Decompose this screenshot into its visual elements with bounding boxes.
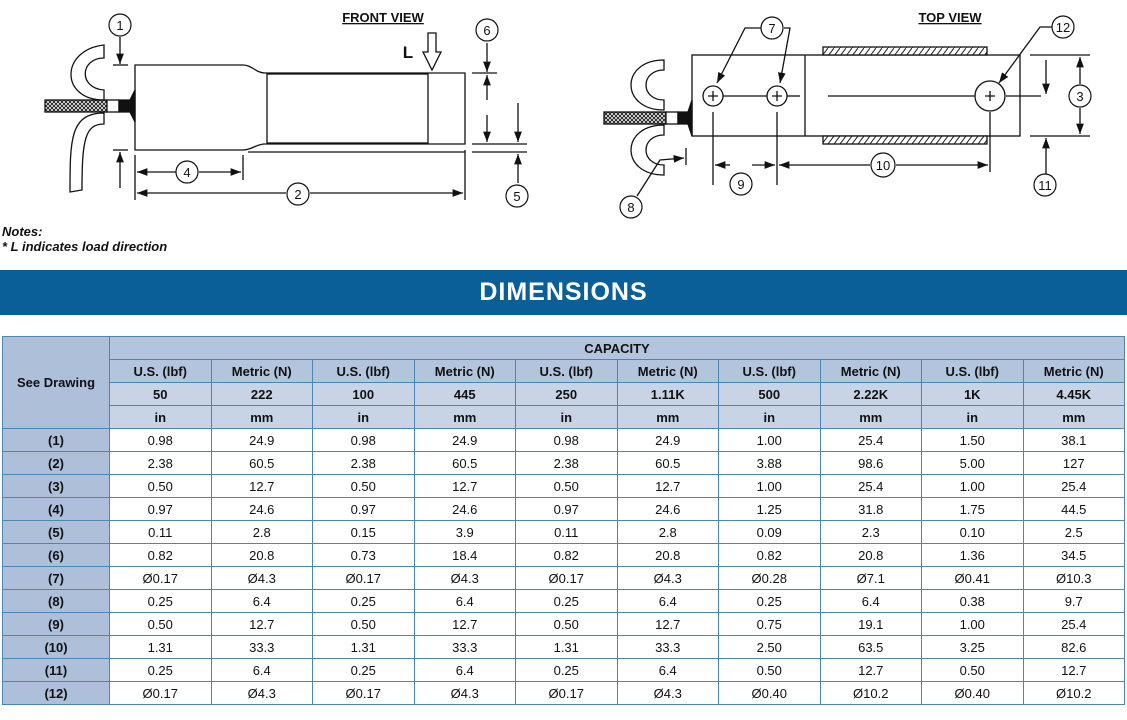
table-cell: 0.15 (313, 521, 415, 544)
table-cell: 2.38 (313, 452, 415, 475)
table-cell: 33.3 (211, 636, 313, 659)
table-row (3, 659, 1125, 682)
system-header: U.S. (lbf) (719, 360, 821, 383)
table-cell: 19.1 (820, 613, 922, 636)
table-cell: 0.50 (516, 613, 618, 636)
table-cell: 12.7 (617, 613, 719, 636)
callout-8: 8 (627, 200, 635, 215)
table-cell: 0.82 (516, 544, 618, 567)
table-cell: 2.8 (211, 521, 313, 544)
table-cell: 20.8 (617, 544, 719, 567)
table-cell: 2.38 (516, 452, 618, 475)
row-label: (6) (3, 544, 110, 567)
table-cell: 24.6 (211, 498, 313, 521)
table-cell: 60.5 (414, 452, 516, 475)
capacity-header: CAPACITY (110, 337, 1125, 360)
table-cell: 24.9 (617, 429, 719, 452)
table-cell: 38.1 (1023, 429, 1125, 452)
table-cell: 0.25 (516, 659, 618, 682)
system-header: Metric (N) (211, 360, 313, 383)
row-label: (5) (3, 521, 110, 544)
system-header: U.S. (lbf) (516, 360, 618, 383)
table-cell: 0.50 (313, 613, 415, 636)
unit-header: in (110, 406, 212, 429)
table-cell: Ø0.40 (719, 682, 821, 705)
system-header: U.S. (lbf) (922, 360, 1024, 383)
table-cell: 33.3 (414, 636, 516, 659)
table-row (3, 452, 1125, 475)
callout-11: 11 (1038, 178, 1052, 193)
callout-4: 4 (183, 165, 191, 180)
table-cell: 2.3 (820, 521, 922, 544)
notes (2, 224, 167, 254)
table-cell: 44.5 (1023, 498, 1125, 521)
table-cell: Ø7.1 (820, 567, 922, 590)
table-cell: Ø0.17 (313, 567, 415, 590)
table-cell: 24.6 (617, 498, 719, 521)
table-cell: 3.88 (719, 452, 821, 475)
table-cell: 2.5 (1023, 521, 1125, 544)
row-label: (12) (3, 682, 110, 705)
table-cell: 6.4 (211, 590, 313, 613)
header-row-group (3, 337, 1125, 360)
callout-2: 2 (294, 187, 302, 202)
table-cell: 98.6 (820, 452, 922, 475)
table-cell: 1.31 (313, 636, 415, 659)
table-cell: 6.4 (617, 659, 719, 682)
table-cell: Ø4.3 (211, 567, 313, 590)
table-cell: 127 (1023, 452, 1125, 475)
table-cell: 25.4 (820, 429, 922, 452)
table-cell: 2.50 (719, 636, 821, 659)
table-cell: 1.25 (719, 498, 821, 521)
capacity-value-header-row (3, 383, 1125, 406)
unit-header: in (313, 406, 415, 429)
table-row (3, 590, 1125, 613)
table-cell: 0.82 (110, 544, 212, 567)
table-cell: 2.8 (617, 521, 719, 544)
table-cell: 24.9 (414, 429, 516, 452)
unit-header: in (922, 406, 1024, 429)
table-cell: Ø0.41 (922, 567, 1024, 590)
callout-5: 5 (513, 189, 521, 204)
table-cell: 1.36 (922, 544, 1024, 567)
unit-header: mm (820, 406, 922, 429)
table-cell: 0.25 (110, 590, 212, 613)
capacity-value-header: 1.11K (617, 383, 719, 406)
table-cell: Ø0.17 (110, 567, 212, 590)
system-header: Metric (N) (1023, 360, 1125, 383)
table-cell: 3.25 (922, 636, 1024, 659)
row-label: (11) (3, 659, 110, 682)
table-cell: 0.11 (516, 521, 618, 544)
table-cell: 63.5 (820, 636, 922, 659)
capacity-value-header: 222 (211, 383, 313, 406)
table-cell: 0.25 (110, 659, 212, 682)
table-cell: 9.7 (1023, 590, 1125, 613)
callout-10: 10 (875, 158, 891, 173)
table-cell: Ø0.40 (922, 682, 1024, 705)
capacity-value-header: 4.45K (1023, 383, 1125, 406)
load-direction-label: L (402, 43, 414, 62)
table-cell: 82.6 (1023, 636, 1125, 659)
table-cell: 24.6 (414, 498, 516, 521)
table-cell: Ø10.3 (1023, 567, 1125, 590)
table-cell: Ø4.3 (617, 567, 719, 590)
table-cell: 0.50 (110, 475, 212, 498)
table-cell: 0.97 (313, 498, 415, 521)
table-row (3, 429, 1125, 452)
table-row (3, 544, 1125, 567)
table-cell: 12.7 (211, 613, 313, 636)
table-cell: 0.50 (922, 659, 1024, 682)
table-cell: 1.31 (110, 636, 212, 659)
unit-header: in (516, 406, 618, 429)
callout-1: 1 (116, 18, 124, 33)
table-cell: 6.4 (211, 659, 313, 682)
front-view (45, 33, 527, 200)
table-cell: 12.7 (617, 475, 719, 498)
table-cell: 12.7 (414, 613, 516, 636)
table-cell: 0.50 (516, 475, 618, 498)
table-cell: Ø4.3 (414, 567, 516, 590)
table-cell: 25.4 (820, 475, 922, 498)
dimensions-banner (0, 270, 1127, 315)
capacity-value-header: 100 (313, 383, 415, 406)
table-cell: 0.11 (110, 521, 212, 544)
table-cell: 0.82 (719, 544, 821, 567)
table-row (3, 521, 1125, 544)
table-cell: 0.97 (516, 498, 618, 521)
unit-header: mm (211, 406, 313, 429)
table-cell: 6.4 (414, 590, 516, 613)
row-label: (1) (3, 429, 110, 452)
system-header: U.S. (lbf) (313, 360, 415, 383)
table-cell: 0.10 (922, 521, 1024, 544)
table-cell: 24.9 (211, 429, 313, 452)
system-header-row (3, 360, 1125, 383)
unit-header: mm (1023, 406, 1125, 429)
table-cell: 1.00 (719, 475, 821, 498)
table-cell: 0.98 (516, 429, 618, 452)
table-cell: 33.3 (617, 636, 719, 659)
capacity-value-header: 50 (110, 383, 212, 406)
table-cell: Ø4.3 (617, 682, 719, 705)
table-cell: 60.5 (211, 452, 313, 475)
table-cell: Ø0.17 (516, 682, 618, 705)
row-label: (3) (3, 475, 110, 498)
capacity-value-header: 500 (719, 383, 821, 406)
table-cell: 5.00 (922, 452, 1024, 475)
table-cell: 12.7 (1023, 659, 1125, 682)
table-cell: Ø0.17 (516, 567, 618, 590)
table-cell: 0.97 (110, 498, 212, 521)
table-cell: 18.4 (414, 544, 516, 567)
dimensions-table (2, 336, 1125, 705)
callout-6: 6 (483, 23, 491, 38)
table-cell: 0.25 (313, 659, 415, 682)
table-cell: Ø0.17 (110, 682, 212, 705)
notes-heading: Notes: (2, 224, 43, 239)
table-cell: 0.25 (313, 590, 415, 613)
table-row (3, 682, 1125, 705)
table-cell: 0.38 (922, 590, 1024, 613)
table-cell: 31.8 (820, 498, 922, 521)
unit-header: in (719, 406, 821, 429)
table-cell: 6.4 (617, 590, 719, 613)
table-row (3, 567, 1125, 590)
table-cell: 0.75 (719, 613, 821, 636)
technical-drawing (0, 0, 1127, 262)
front-view-title: FRONT VIEW (342, 10, 424, 25)
capacity-value-header: 1K (922, 383, 1024, 406)
unit-header: mm (617, 406, 719, 429)
top-view (604, 27, 1090, 196)
system-header: U.S. (lbf) (110, 360, 212, 383)
table-cell: 0.50 (110, 613, 212, 636)
row-label: (10) (3, 636, 110, 659)
table-cell: 0.50 (719, 659, 821, 682)
table-row (3, 636, 1125, 659)
table-cell: 0.50 (313, 475, 415, 498)
table-cell: Ø4.3 (414, 682, 516, 705)
row-label: (7) (3, 567, 110, 590)
table-cell: 0.73 (313, 544, 415, 567)
table-cell: 20.8 (211, 544, 313, 567)
capacity-value-header: 250 (516, 383, 618, 406)
table-cell: Ø10.2 (1023, 682, 1125, 705)
table-cell: 1.00 (719, 429, 821, 452)
callout-3: 3 (1076, 89, 1084, 104)
system-header: Metric (N) (617, 360, 719, 383)
table-row (3, 613, 1125, 636)
table-cell: 1.00 (922, 613, 1024, 636)
system-header: Metric (N) (414, 360, 516, 383)
table-cell: 12.7 (820, 659, 922, 682)
table-cell: 1.00 (922, 475, 1024, 498)
row-label: (8) (3, 590, 110, 613)
table-cell: 1.50 (922, 429, 1024, 452)
table-cell: 12.7 (414, 475, 516, 498)
table-row (3, 498, 1125, 521)
table-cell: Ø4.3 (211, 682, 313, 705)
table-cell: 3.9 (414, 521, 516, 544)
row-label: (4) (3, 498, 110, 521)
banner-title: DIMENSIONS (479, 278, 648, 306)
row-header: See Drawing (3, 337, 110, 429)
table-cell: Ø10.2 (820, 682, 922, 705)
top-view-title: TOP VIEW (918, 10, 982, 25)
table-cell: 20.8 (820, 544, 922, 567)
row-label: (9) (3, 613, 110, 636)
table-cell: 0.25 (516, 590, 618, 613)
callout-9: 9 (737, 177, 745, 192)
note-line: * L indicates load direction (2, 239, 168, 254)
table-cell: 25.4 (1023, 613, 1125, 636)
table-cell: 0.25 (719, 590, 821, 613)
system-header: Metric (N) (820, 360, 922, 383)
table-cell: Ø0.17 (313, 682, 415, 705)
unit-header: mm (414, 406, 516, 429)
table-cell: 0.09 (719, 521, 821, 544)
capacity-value-header: 2.22K (820, 383, 922, 406)
table-cell: 12.7 (211, 475, 313, 498)
table-cell: Ø0.28 (719, 567, 821, 590)
table-cell: 1.31 (516, 636, 618, 659)
table-cell: 2.38 (110, 452, 212, 475)
table-cell: 60.5 (617, 452, 719, 475)
unit-header-row (3, 406, 1125, 429)
callout-12: 12 (1055, 20, 1071, 35)
table-cell: 0.98 (313, 429, 415, 452)
table-cell: 6.4 (414, 659, 516, 682)
row-label: (2) (3, 452, 110, 475)
capacity-value-header: 445 (414, 383, 516, 406)
table-row (3, 475, 1125, 498)
table-cell: 0.98 (110, 429, 212, 452)
table-cell: 1.75 (922, 498, 1024, 521)
callout-7: 7 (768, 21, 776, 36)
table-cell: 25.4 (1023, 475, 1125, 498)
table-cell: 6.4 (820, 590, 922, 613)
table-cell: 34.5 (1023, 544, 1125, 567)
